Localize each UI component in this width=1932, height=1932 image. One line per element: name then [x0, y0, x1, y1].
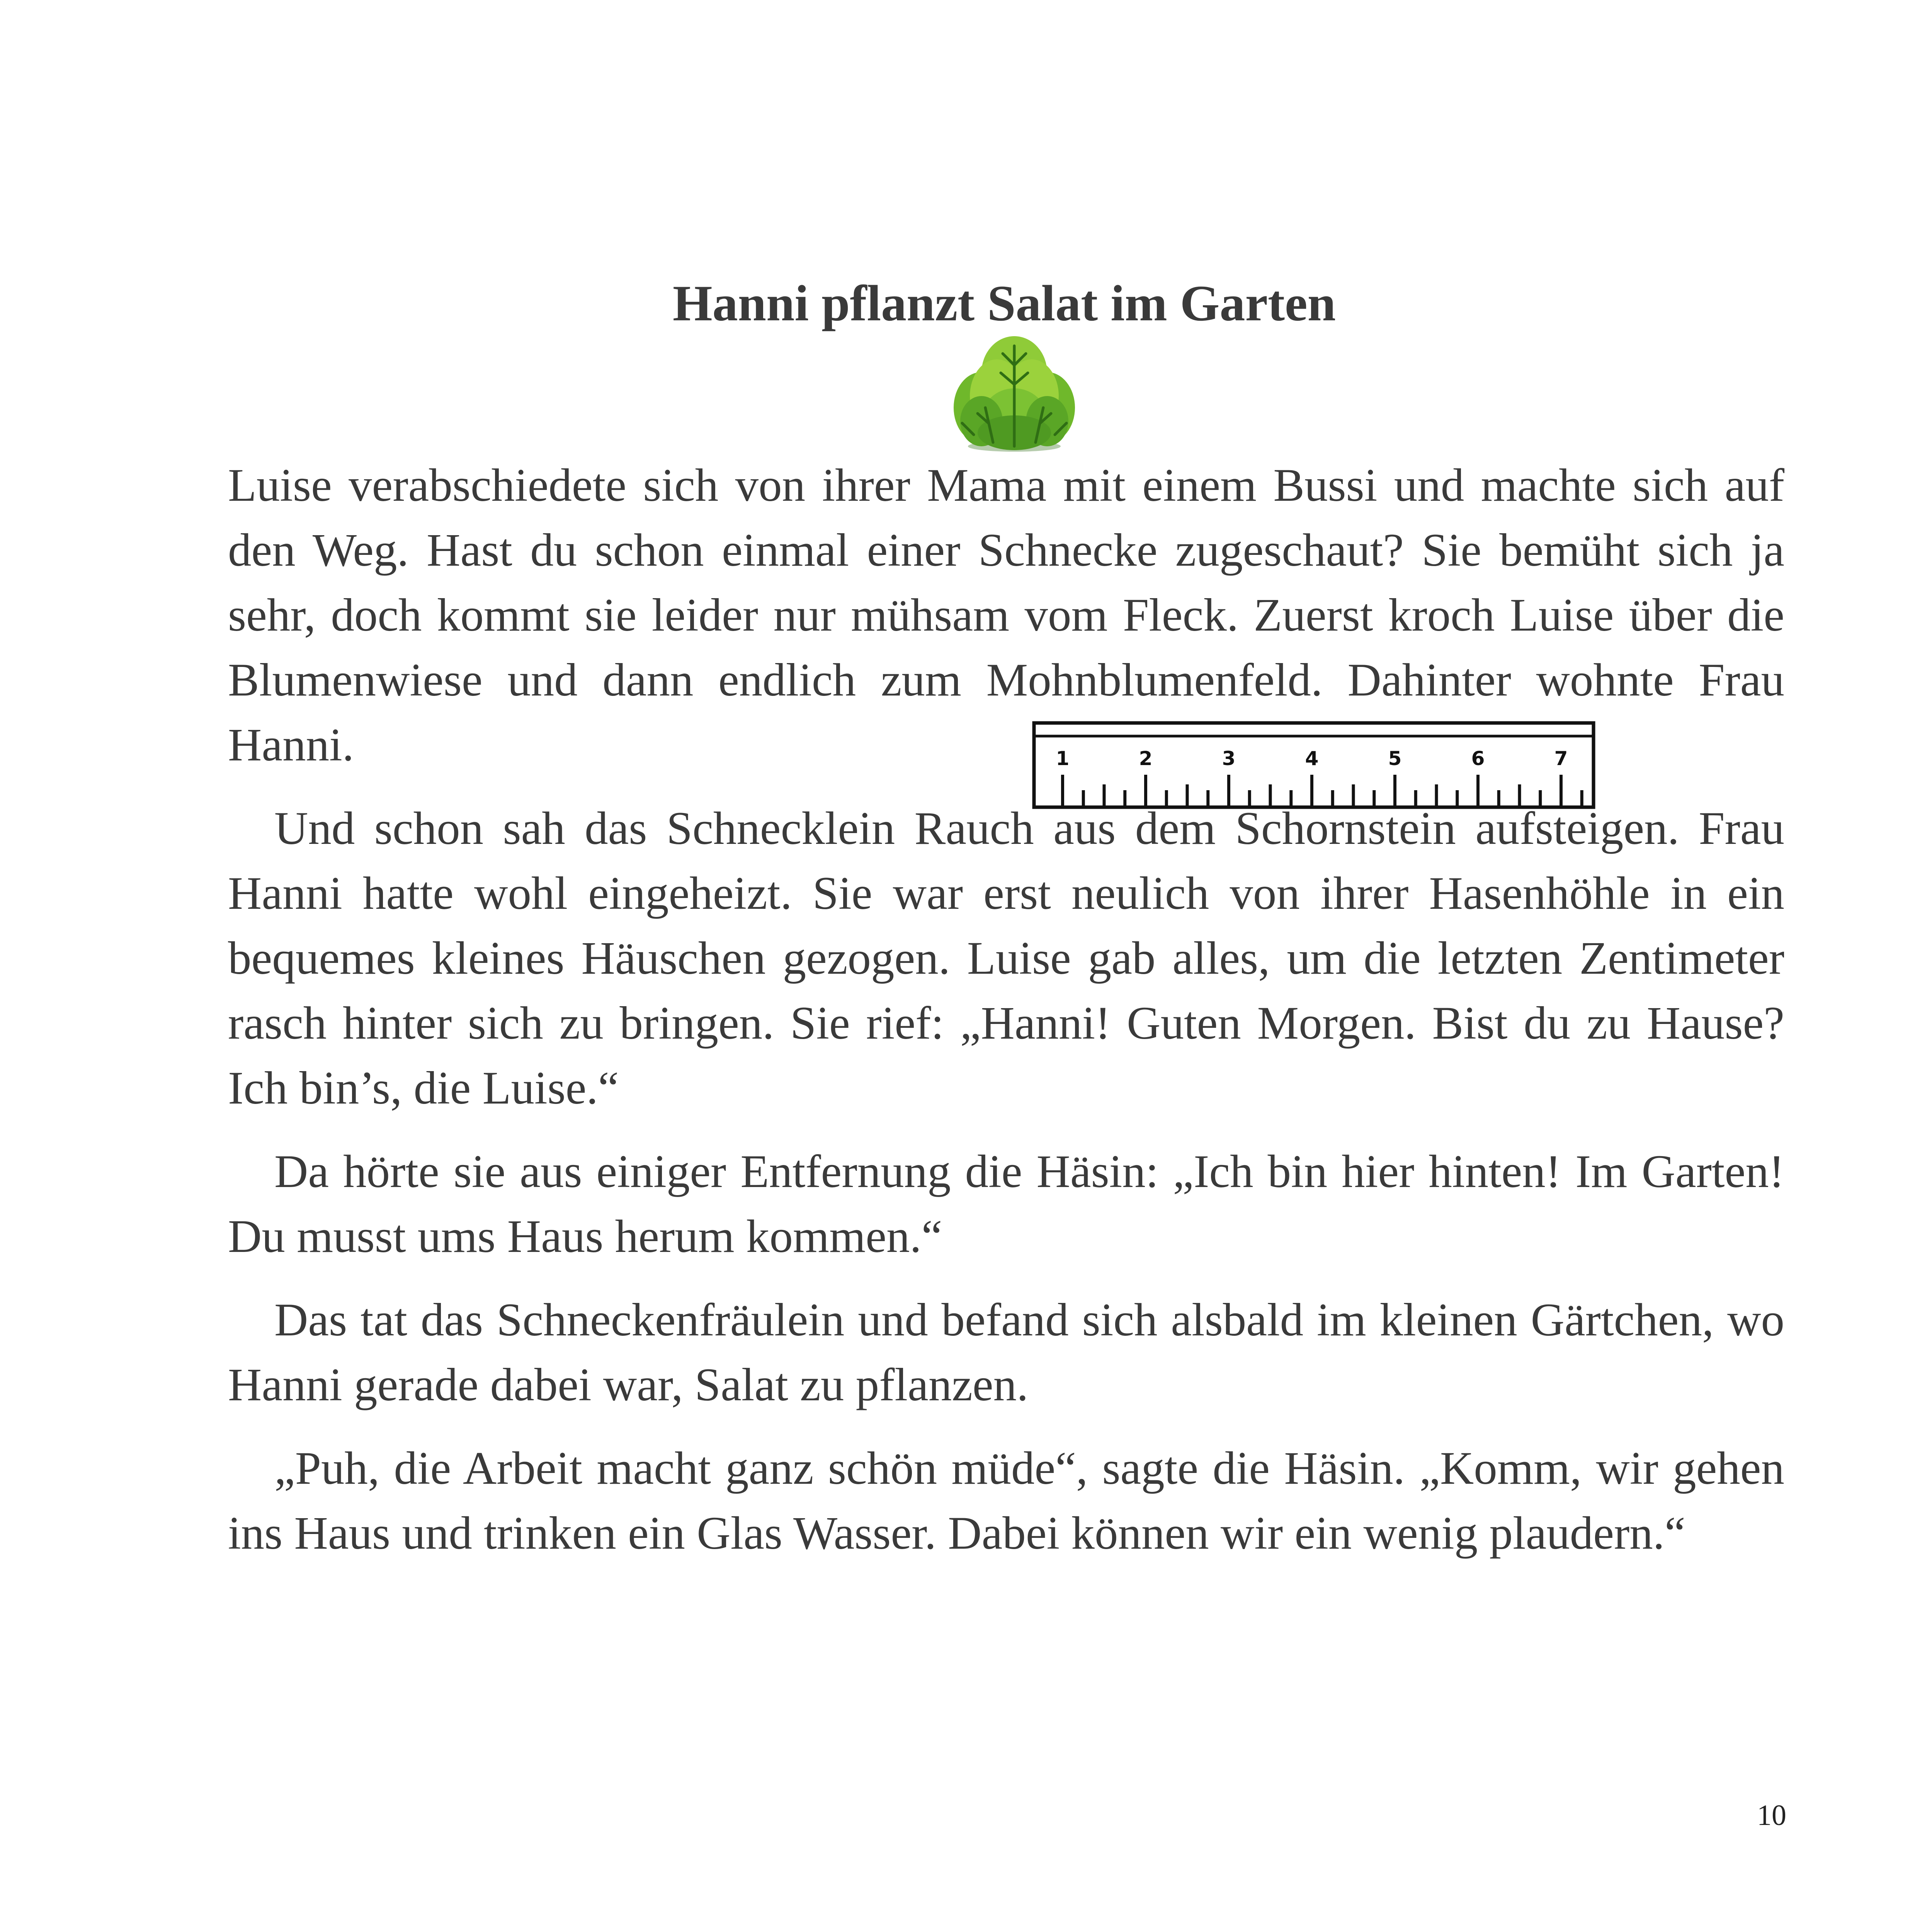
ruler-number: 7 — [1554, 747, 1568, 770]
ruler-number: 2 — [1139, 747, 1153, 770]
ruler-number: 1 — [1056, 747, 1070, 770]
ruler-number: 3 — [1222, 747, 1236, 770]
page-number: 10 — [1757, 1799, 1786, 1832]
paragraph: Das tat das Schneckenfräulein und befand sich alsbald im kleinen Gärtchen, wo Hanni gerade dabei war, Salat zu pflanzen. — [228, 1294, 1784, 1411]
paragraph: „Puh, die Arbeit macht ganz schön müde“, sagte die Häsin. „Komm, wir gehen ins Haus und trinken ein Glas Wasser. Dabei können wir ein wenig plaudern.“ — [228, 1442, 1784, 1559]
ruler-number: 6 — [1471, 747, 1485, 770]
lettuce-icon — [951, 330, 1078, 454]
ruler-number: 5 — [1388, 747, 1402, 770]
ruler-number: 4 — [1305, 747, 1319, 770]
story-text — [228, 453, 1784, 1566]
paragraph: Und schon sah das Schnecklein Rauch aus dem Schornstein aufsteigen. Frau Hanni hatte wohl eingeheizt. Sie war erst neulich von ihrer Hasenhöhle in ein bequemes kleines Häuschen gezogen. Luise gab alles, um die letzten Zentimeter rasch hinter sich zu bringen. Sie rief: „Hanni! Guten Morgen. Bist du zu Hause? Ich bin’s, die Luise.“ — [228, 803, 1784, 1114]
paragraph: Luise verabschiedete sich von ihrer Mama mit einem Bussi und machte sich auf den Weg. Hast du schon einmal einer Schnecke zugeschaut? Sie bemüht sich ja sehr, doch kommt sie leider nur mühsam vom Fleck. Zuerst kroch Luise über die Blumenwiese und dann endlich zum Mohnblumenfeld. Dahinter wohnte Frau Hanni. — [228, 459, 1784, 771]
paragraph: Da hörte sie aus einiger Entfernung die Häsin: „Ich bin hier hinten! Im Garten! Du musst ums Haus herum kommen.“ — [228, 1146, 1784, 1262]
page-title: Hanni pflanzt Salat im Garten — [672, 275, 1336, 332]
